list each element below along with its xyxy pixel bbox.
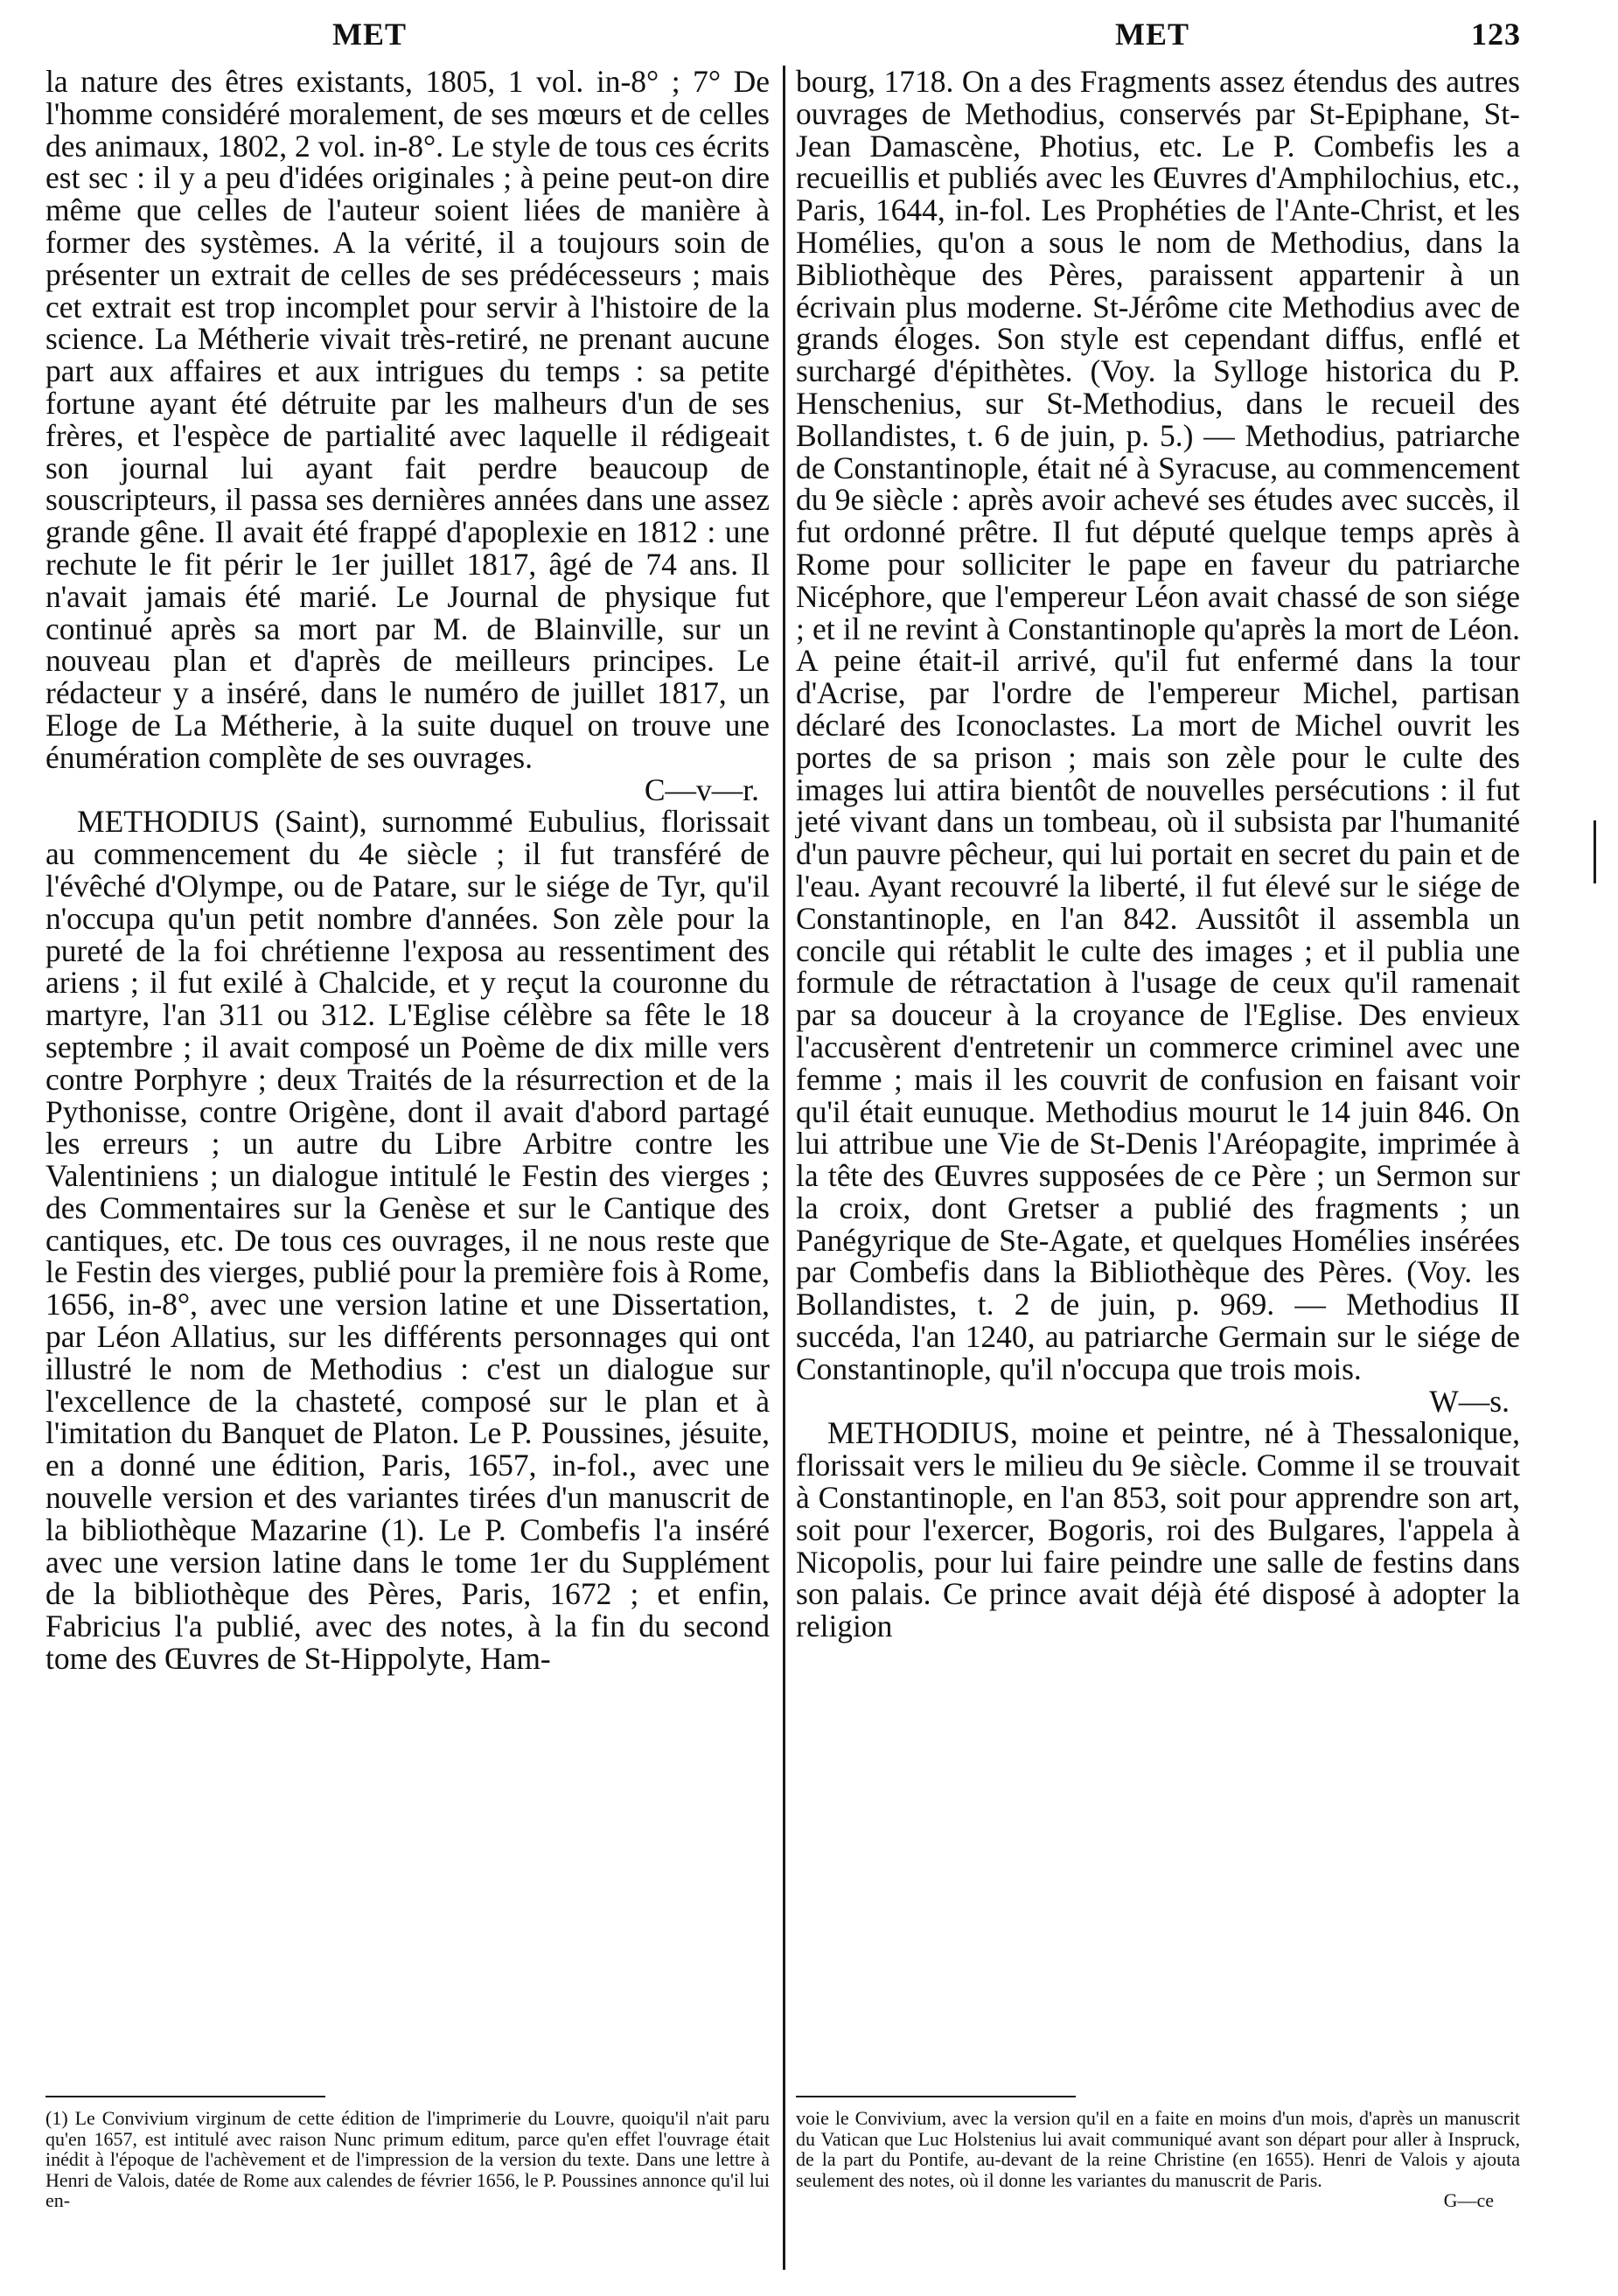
running-head <box>0 9 1618 61</box>
left-signature-1: C—v—r. <box>644 771 759 807</box>
margin-mark <box>1594 820 1596 883</box>
right-footnote-signature: G—ce <box>1443 2189 1494 2211</box>
right-footnote <box>796 2108 1520 2211</box>
right-column <box>796 66 1520 1643</box>
right-running-head: MET <box>1115 17 1190 52</box>
left-paragraph-1: la nature des êtres existants, 1805, 1 vol. in-8° ; 7° De l'homme considéré moralement, de ses mœurs et de celles des animaux, 1802, 2 vol. in-8°. Le style de tous ces écrits est sec : il y a peu d'idées originales ; à peine peut-on dire même que celles de l'auteur soient liées de manière à former des systèmes. A la vérité, il a toujours soin de présenter un extrait de celles de ses prédécesseurs ; mais cet extrait est trop incomplet pour servir à l'histoire de la science. La Métherie vivait très-retiré, ne prenant aucune part aux affaires et aux intrigues du temps : sa petite fortune ayant été détruite par les malheurs d'un de ses frères, et l'espèce de partialité avec laquelle il rédigeait son journal lui ayant fait perdre beaucoup de souscripteurs, il passa ses dernières années dans une assez grande gêne. Il avait été frappé d'apoplexie en 1812 : une rechute le fit périr le 1er juillet 1817, âgé de 74 ans. Il n'avait jamais été marié. Le Journal de physique fut continué après sa mort par M. de Blainville, sur un nouveau plan et d'après de meilleurs principes. Le rédacteur y a inséré, dans le numéro de juillet 1817, un Eloge de La Métherie, à la suite duquel on trouve une énumération complète de ses ouvrages. <box>45 64 770 775</box>
left-footnote <box>45 2108 770 2211</box>
right-footnote-text: voie le Convivium, avec la version qu'il en a faite en moins d'un mois, d'après un manuscrit du Vatican que Luc Holstenius lui avait communiqué avant son départ pour aller à Inspruck, de la part du Pontife, au-devant de la reine Christine (en 1655). Henri de Valois y ajouta seulement des notes, où il donne les variantes du manuscrit de Paris. <box>796 2107 1520 2191</box>
right-signature-1: W—s. <box>1429 1383 1510 1419</box>
left-footnote-rule <box>45 2096 325 2097</box>
page-number: 123 <box>1471 17 1521 52</box>
right-paragraph-2: METHODIUS, moine et peintre, né à Thessalonique, florissait vers le milieu du 9e siècle. Comme il se trouvait à Constantinople, en l'an 853, soit pour apprendre son art, soit pour l'exercer, Bogoris, roi des Bulgares, l'appela à Nicopolis, pour lui faire peindre une salle de festins dans son palais. Ce prince avait déjà été disposé à adopter la religion <box>796 1415 1520 1644</box>
left-column <box>45 66 770 1675</box>
right-footnote-rule <box>796 2096 1076 2097</box>
left-running-head: MET <box>332 17 408 52</box>
column-divider <box>783 66 785 2270</box>
left-footnote-text: (1) Le Convivium virginum de cette édition de l'imprimerie du Louvre, quoiqu'il n'ait paru qu'en 1657, est intitulé avec raison Nunc primum editum, parce qu'en effet l'ouvrage était inédit à l'époque de l'achèvement et de l'impression de la version du texte. Dans une lettre à Henri de Valois, datée de Rome aux calendes de février 1656, le P. Poussines annonce qu'il lui en- <box>45 2107 770 2211</box>
right-paragraph-1: bourg, 1718. On a des Fragments assez étendus des autres ouvrages de Methodius, conservés par St-Epiphane, St-Jean Damascène, Photius, etc. Le P. Combefis les a recueillis et publiés avec les Œuvres d'Amphilochius, etc., Paris, 1644, in-fol. Les Prophéties de l'Ante-Christ, et les Homélies, qu'on a sous le nom de Methodius, dans la Bibliothèque des Pères, paraissent appartenir à un écrivain plus moderne. St-Jérôme cite Methodius avec de grands éloges. Son style est cependant diffus, enflé et surchargé d'épithètes. (Voy. la Sylloge historica du P. Henschenius, sur St-Methodius, dans le recueil des Bollandistes, t. 6 de juin, p. 5.) — Methodius, patriarche de Constantinople, était né à Syracuse, au commencement du 9e siècle : après avoir achevé ses études avec succès, il fut ordonné prêtre. Il fut député quelque temps après à Rome pour solliciter le pape en faveur du patriarche Nicéphore, que l'empereur Léon avait chassé de son siége ; et il ne revint à Constantinople qu'après la mort de Léon. A peine était-il arrivé, qu'il fut enfermé dans la tour d'Acrise, par l'ordre de l'empereur Michel, partisan déclaré des Iconoclastes. La mort de Michel ouvrit les portes de sa prison ; mais son zèle pour le culte des images lui attira bientôt de nouvelles persécutions : il fut jeté vivant dans un tombeau, où il subsista par l'humanité d'un pauvre pêcheur, qui lui portait en secret du pain et de l'eau. Ayant recouvré la liberté, il fut élevé sur le siége de Constantinople, en l'an 842. Aussitôt il assembla un concile qui rétablit le culte des images ; et il publia une formule de rétractation à l'usage de ceux qu'il ramenait par sa douceur à la croyance de l'Eglise. Des envieux l'accusèrent d'entretenir un commerce criminel avec une femme ; mais il les couvrit de confusion en faisant voir qu'il était eunuque. Methodius mourut le 14 juin 846. On lui attribue une Vie de St-Denis l'Aréopagite, imprimée à la tête des Œuvres supposées de ce Père ; un Sermon sur la croix, dont Gretser a publié des fragments ; un Panégyrique de Ste-Agate, et quelques Homélies insérées par Combefis dans la Bibliothèque des Pères. (Voy. les Bollandistes, t. 2 de juin, p. 969. — Methodius II succéda, l'an 1240, au patriarche Germain sur le siége de Constantinople, qu'il n'occupa que trois mois. <box>796 64 1520 1386</box>
left-paragraph-2: METHODIUS (Saint), surnommé Eubulius, florissait au commencement du 4e siècle ; il fut transféré de l'évêché d'Olympe, ou de Patare, sur le siége de Tyr, qu'il n'occupa qu'un petit nombre d'années. Son zèle pour la pureté de la foi chrétienne l'exposa au ressentiment des ariens ; il fut exilé à Chalcide, et y reçut la couronne du martyre, l'an 311 ou 312. L'Eglise célèbre sa fête le 18 septembre ; il avait composé un Poème de dix mille vers contre Porphyre ; deux Traités de la résurrection et de la Pythonisse, contre Origène, dont il avait d'abord partagé les erreurs ; un autre du Libre Arbitre contre les Valentiniens ; un dialogue intitulé le Festin des vierges ; des Commentaires sur la Genèse et sur le Cantique des cantiques, etc. De tous ces ouvrages, il ne nous reste que le Festin des vierges, publié pour la première fois à Rome, 1656, in-8°, avec une version latine et une Dissertation, par Léon Allatius, sur les différents personnages qui ont illustré le nom de Methodius : c'est un dialogue sur l'excellence de la chasteté, composé sur le plan et à l'imitation du Banquet de Platon. Le P. Poussines, jésuite, en a donné une édition, Paris, 1657, in-fol., avec une nouvelle version et des variantes tirées d'un manuscrit de la bibliothèque Mazarine (1). Le P. Combefis l'a inséré avec une version latine dans le tome 1er du Supplément de la bibliothèque des Pères, Paris, 1672 ; et enfin, Fabricius l'a publié, avec des notes, à la fin du second tome des Œuvres de St-Hippolyte, Ham- <box>45 804 770 1677</box>
